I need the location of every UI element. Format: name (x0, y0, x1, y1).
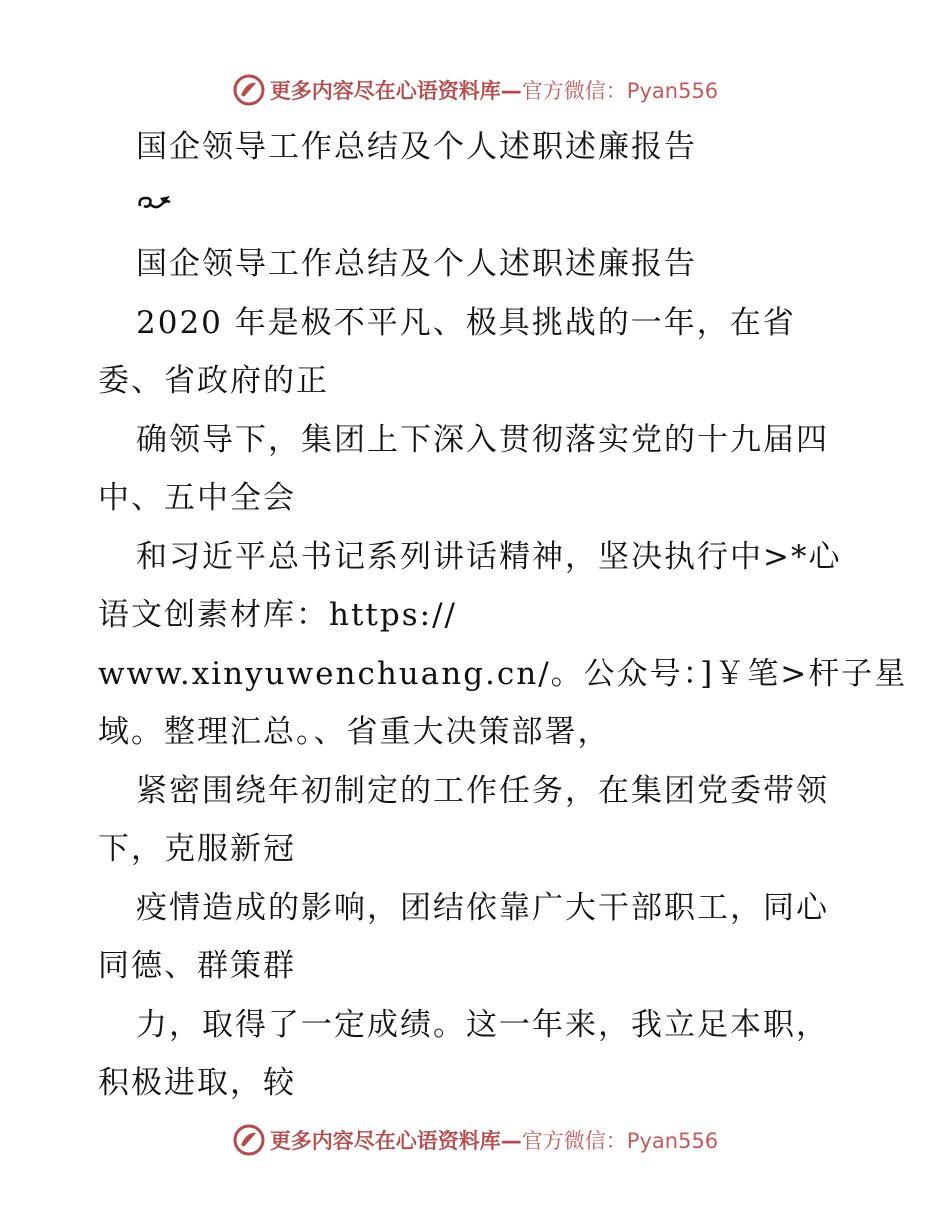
paragraph-line: 同德、群策群 (98, 948, 296, 984)
paragraph-line: 中、五中全会 (98, 480, 296, 516)
paragraph-line: 域。整理汇总。、省重大决策部署， (98, 714, 611, 750)
banner-text: 更多内容尽在心语资料库—官方微信：Pyan556 (269, 79, 719, 103)
paragraph-line: 语文创素材库：https:// (98, 597, 457, 633)
paragraph-line: www.xinyuwenchuang.cn/。公众号：]￥笔>杆子星 (98, 656, 908, 692)
brand-logo-icon (232, 1123, 266, 1157)
paragraph-line: 紧密围绕年初制定的工作任务，在集团党委带领 (136, 773, 829, 809)
paragraph-line: 积极进取，较 (98, 1065, 296, 1101)
banner-text: 更多内容尽在心语资料库—官方微信：Pyan556 (269, 1129, 719, 1153)
paragraph-line: 确领导下，集团上下深入贯彻落实党的十九届四 (136, 422, 829, 458)
document-title: 国企领导工作总结及个人述职述廉报告 (136, 129, 697, 165)
paragraph-line: 2020 年是极不平凡、极具挑战的一年，在省 (136, 305, 796, 341)
paragraph-line: 委、省政府的正 (98, 363, 329, 399)
paragraph-line: 和习近平总书记系列讲话精神，坚决执行中>*心 (136, 539, 842, 575)
paragraph-line: 疫情造成的影响，团结依靠广大干部职工，同心 (136, 890, 829, 926)
paragraph-line: 下，克服新冠 (98, 831, 296, 867)
ornament-icon (136, 190, 174, 216)
document-heading: 国企领导工作总结及个人述职述廉报告 (136, 246, 697, 282)
brand-logo-icon (232, 73, 266, 107)
footer-banner (0, 1118, 950, 1162)
header-banner (0, 68, 950, 112)
paragraph-line: 力，取得了一定成绩。这一年来，我立足本职， (136, 1007, 829, 1043)
